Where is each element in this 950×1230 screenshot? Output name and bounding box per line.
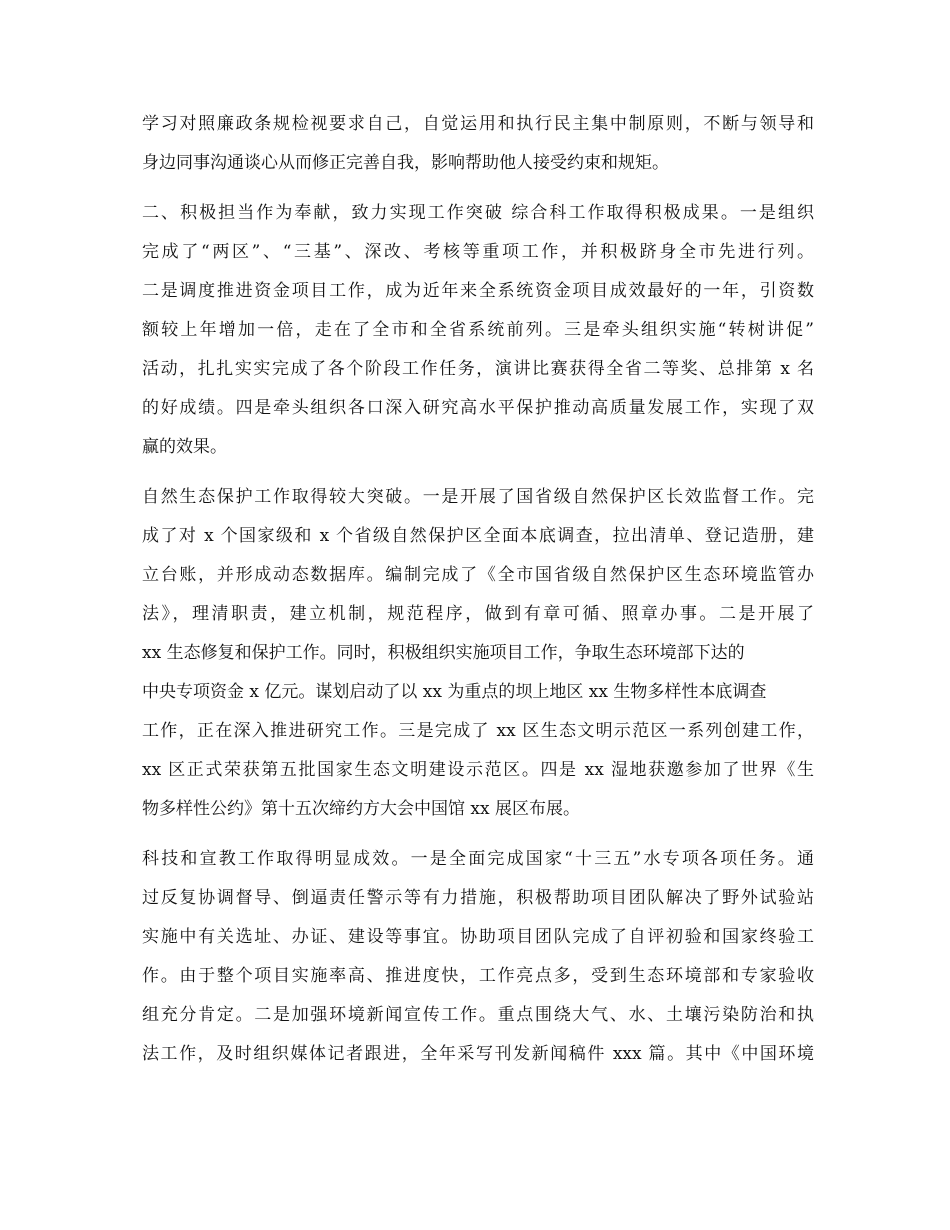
text-line: 工作，正在深入推进研究工作。三是完成了 xx 区生态文明示范区一系列创建工作， <box>142 721 814 741</box>
text-line: 法》，理清职责，建立机制，规范程序，做到有章可循、照章办事。二是开展了 <box>142 604 814 624</box>
text-line: 赢的效果。 <box>142 437 227 457</box>
text-line: 二是调度推进资金项目工作，成为近年来全系统资金项目成效最好的一年，引资数 <box>142 281 814 301</box>
text-line: 中央专项资金 x 亿元。谋划启动了以 xx 为重点的坝上地区 xx 生物多样性本底调查 <box>142 682 767 702</box>
text-line: 自然生态保护工作取得较大突破。一是开展了国省级自然保护区长效监督工作。完 <box>142 487 814 507</box>
text-line: 组充分肯定。二是加强环境新闻宣传工作。重点围绕大气、水、土壤污染防治和执 <box>142 1005 814 1025</box>
text-line: 二、积极担当作为奉献，致力实现工作突破 综合科工作取得积极成果。一是组织 <box>142 203 814 223</box>
text-line: 成了对 x 个国家级和 x 个省级自然保护区全面本底调查，拉出清单、登记造册，建 <box>142 526 814 546</box>
text-line: 立台账，并形成动态数据库。编制完成了《全市国省级自然保护区生态环境监管办 <box>142 565 814 585</box>
text-line: 活动，扎扎实实完成了各个阶段工作任务，演讲比赛获得全省二等奖、总排第 x 名 <box>142 359 814 379</box>
text-line: 的好成绩。四是牵头组织各口深入研究高水平保护推动高质量发展工作，实现了双 <box>142 398 814 418</box>
text-line: 实施中有关选址、办证、建设等事宜。协助项目团队完成了自评初验和国家终验工 <box>142 927 814 947</box>
text-line: 物多样性公约》第十五次缔约方大会中国馆 xx 展区布展。 <box>142 799 580 819</box>
text-line: 法工作，及时组织媒体记者跟进，全年采写刊发新闻稿件 xxx 篇。其中《中国环境 <box>142 1044 814 1064</box>
text-line: xx 区正式荣获第五批国家生态文明建设示范区。四是 xx 湿地获邀参加了世界《生 <box>142 760 814 780</box>
text-line: 作。由于整个项目实施率高、推进度快，工作亮点多，受到生态环境部和专家验收 <box>142 966 814 986</box>
text-line: 额较上年增加一倍，走在了全市和全省系统前列。三是牵头组织实施“转树讲促” <box>142 320 814 340</box>
text-line: 学习对照廉政条规检视要求自己，自觉运用和执行民主集中制原则，不断与领导和 <box>142 114 814 134</box>
text-line: xx 生态修复和保护工作。同时，积极组织实施项目工作，争取生态环境部下达的 <box>142 643 745 663</box>
text-line: 身边同事沟通谈心从而修正完善自我，影响帮助他人接受约束和规矩。 <box>142 153 669 173</box>
text-line: 科技和宣教工作取得明显成效。一是全面完成国家“十三五”水专项各项任务。通 <box>142 849 814 869</box>
text-line: 完成了“两区”、“三基”、深改、考核等重项工作，并积极跻身全市先进行列。 <box>142 242 814 262</box>
text-line: 过反复协调督导、倒逼责任警示等有力措施，积极帮助项目团队解决了野外试验站 <box>142 888 814 908</box>
